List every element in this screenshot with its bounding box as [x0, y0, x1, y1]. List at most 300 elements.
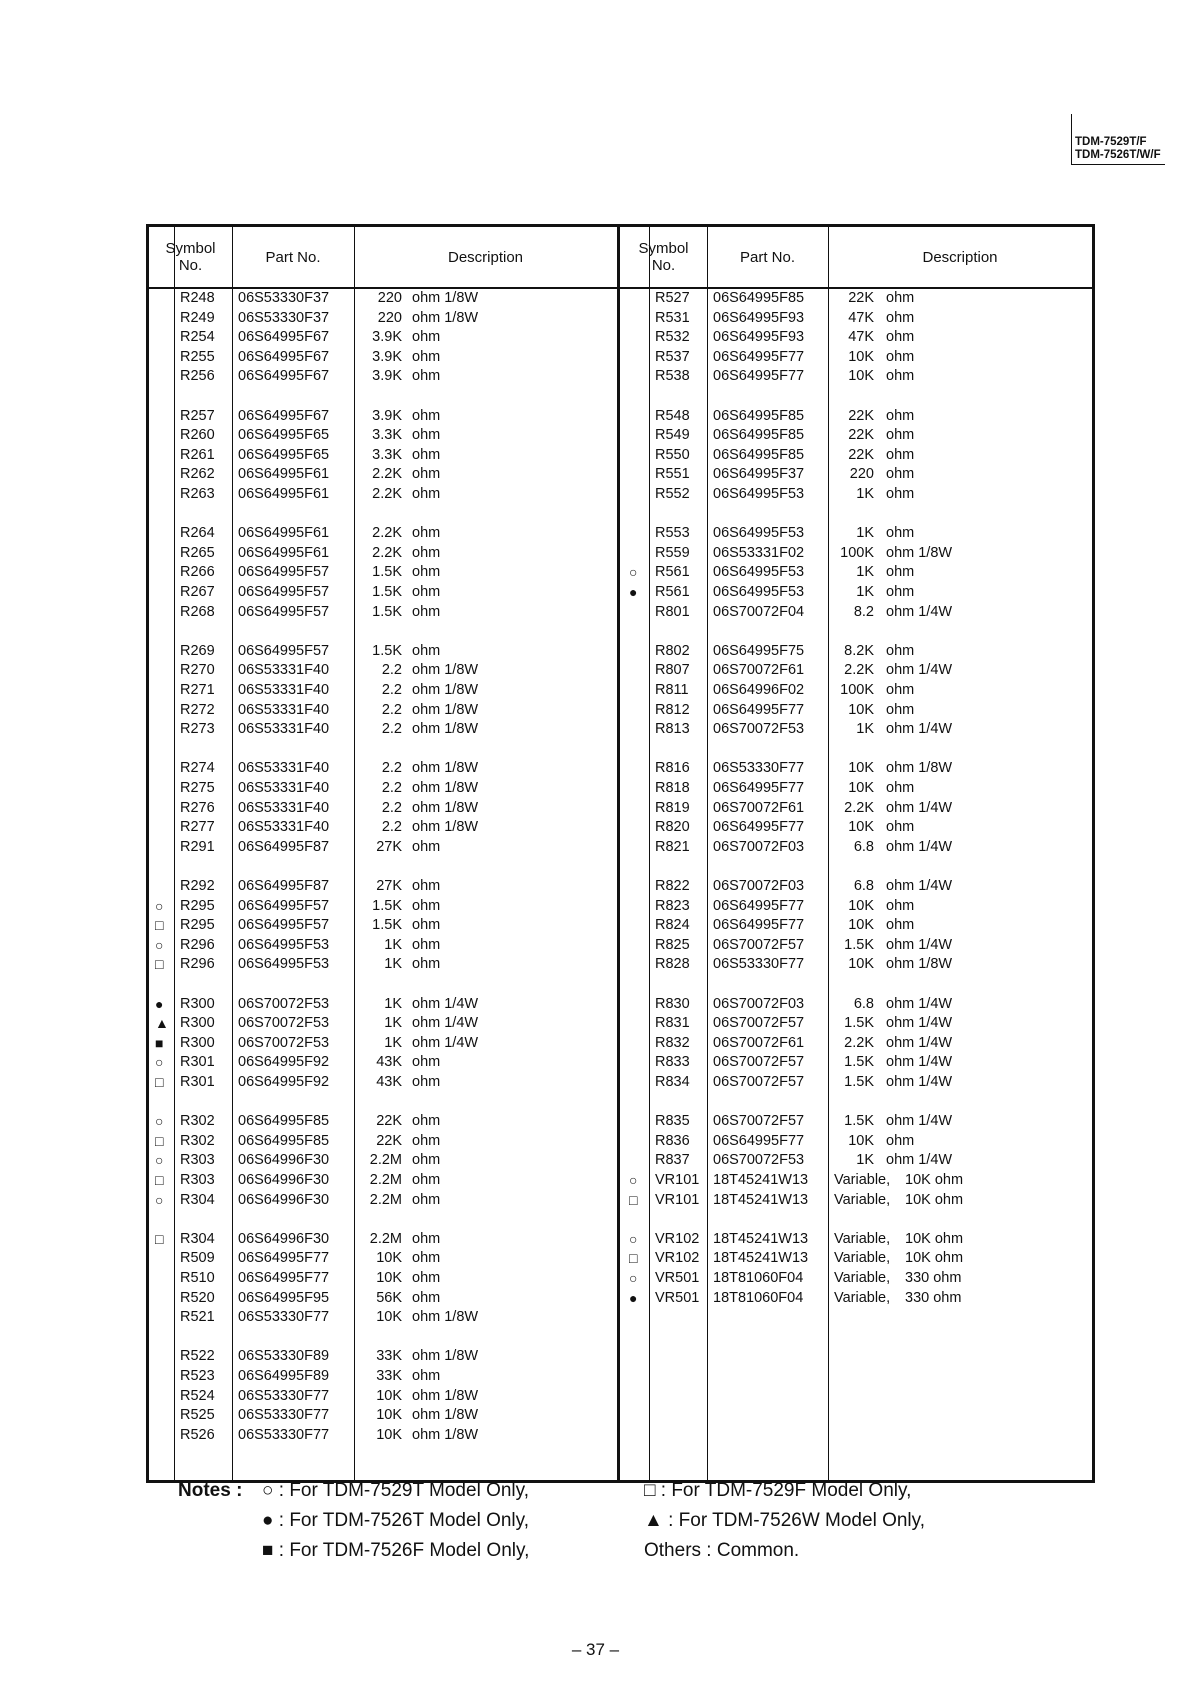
notes-label: Notes :: [178, 1480, 243, 1501]
symbol-no: R264: [180, 525, 215, 542]
symbol-no: R272: [180, 701, 215, 718]
description: ohm 1/8W: [412, 1348, 479, 1365]
description: ohm 1/4W: [886, 1113, 953, 1130]
part-no: 06S64996F30: [238, 1152, 330, 1169]
marker: ■: [155, 1034, 164, 1051]
symbol-no: R269: [180, 642, 215, 659]
table-row: [620, 661, 1092, 680]
value: 3.3K: [372, 427, 402, 444]
model-line-2: TDM-7526T/W/F: [1075, 149, 1161, 161]
table-row: [620, 1191, 1092, 1210]
part-no: 18T81060F04: [713, 1270, 804, 1286]
symbol-no: R819: [655, 799, 690, 816]
symbol-no: R300: [180, 1034, 215, 1051]
description: ohm: [412, 348, 441, 365]
table-row: [149, 897, 617, 916]
table-row: [620, 603, 1092, 622]
part-no: 06S53331F40: [238, 799, 330, 816]
description: ohm 1/8W: [412, 1387, 479, 1404]
part-no: 06S70072F03: [713, 878, 805, 894]
value: 10K: [848, 701, 874, 718]
table-row: [620, 701, 1092, 720]
value: 6.8: [853, 995, 874, 1012]
description: ohm: [886, 309, 915, 326]
symbol-no: R303: [180, 1152, 215, 1169]
table-row: [149, 701, 617, 720]
table-row: [149, 720, 617, 739]
marker: ○: [629, 1172, 638, 1188]
value: Variable,: [834, 1230, 891, 1247]
symbol-no: R510: [180, 1270, 215, 1286]
symbol-no: R262: [180, 466, 215, 483]
table-row: [149, 642, 617, 661]
table-row: [620, 1249, 1092, 1268]
symbol-no: R549: [655, 427, 690, 444]
symbol-no: VR101: [655, 1191, 700, 1208]
table-row: [620, 1289, 1092, 1308]
part-no: 06S64995F57: [238, 603, 330, 620]
marker: □: [155, 1172, 164, 1188]
value: 10K: [848, 368, 874, 385]
value: Variable,: [834, 1172, 891, 1188]
value: 56K: [376, 1289, 402, 1306]
marker: ○: [155, 1054, 164, 1071]
marker: □: [155, 956, 164, 973]
description: ohm: [886, 682, 915, 698]
description: ohm 1/4W: [886, 662, 953, 679]
symbol-no: R295: [180, 897, 215, 914]
value: 27K: [376, 878, 402, 894]
description: ohm: [412, 466, 441, 483]
symbol-no: R537: [655, 348, 690, 365]
symbol-no: R273: [180, 721, 215, 738]
note-item: ○ : For TDM-7529T Model Only,: [262, 1480, 530, 1501]
value: 6.8: [853, 878, 874, 894]
description: ohm 1/8W: [412, 1407, 479, 1424]
value: 10K: [376, 1426, 402, 1443]
symbol-no: R811: [655, 682, 689, 698]
table-row: [149, 661, 617, 680]
table-row: [620, 328, 1092, 347]
part-no: 06S64995F57: [238, 917, 330, 934]
note-item: Others : Common.: [644, 1540, 800, 1561]
description: ohm: [886, 819, 915, 836]
part-no: 06S53330F77: [238, 1426, 330, 1443]
note-item: □ : For TDM-7529F Model Only,: [644, 1480, 912, 1501]
table-header: [620, 227, 1092, 289]
symbol-no: R261: [180, 446, 215, 463]
value: 1K: [856, 584, 874, 600]
table-row: [149, 524, 617, 543]
part-no: 06S64995F77: [713, 780, 805, 796]
value: 2.2: [381, 721, 402, 738]
description: ohm 1/8W: [412, 682, 479, 698]
symbol-no: R561: [655, 584, 690, 600]
description: ohm: [412, 878, 441, 894]
part-no: 06S70072F53: [238, 1015, 330, 1032]
part-no: 06S64995F77: [238, 1270, 330, 1286]
part-no: 06S64995F87: [238, 878, 330, 894]
part-no: 06S64995F57: [238, 897, 330, 914]
value: 22K: [848, 427, 874, 444]
symbol-no: R816: [655, 760, 690, 777]
value: 1.5K: [844, 936, 874, 953]
description: ohm: [412, 1230, 441, 1247]
value: 1.5K: [372, 584, 402, 600]
table-row: [149, 1230, 617, 1249]
value: 43K: [376, 1074, 402, 1090]
part-no: 06S64996F30: [238, 1172, 330, 1188]
description: ohm 1/8W: [412, 760, 479, 777]
part-no: 06S70072F61: [713, 799, 805, 816]
table-row: [149, 1406, 617, 1425]
symbol-no: R274: [180, 760, 215, 777]
table-row: [620, 936, 1092, 955]
value: 1K: [384, 1034, 402, 1051]
value: 2.2K: [844, 662, 874, 679]
table-row: [149, 1151, 617, 1170]
table-row: [620, 1053, 1092, 1072]
description: ohm: [886, 642, 915, 659]
value: 1K: [384, 1015, 402, 1032]
symbol-header: Symbol No.: [638, 240, 689, 274]
description: ohm: [886, 584, 915, 600]
part-no: 06S64995F92: [238, 1054, 330, 1071]
table-row: [149, 1367, 617, 1386]
value: 2.2K: [372, 544, 402, 561]
value: 2.2: [381, 760, 402, 777]
table-row: [149, 563, 617, 582]
table-row: [149, 681, 617, 700]
description: ohm 1/8W: [412, 721, 479, 738]
symbol-no: R270: [180, 662, 215, 679]
description: ohm: [412, 407, 441, 424]
value: 3.9K: [372, 348, 402, 365]
part-no: 06S64995F53: [238, 956, 330, 973]
symbol-no: R271: [180, 682, 215, 698]
description: ohm: [412, 1113, 441, 1130]
part-no: 06S53331F40: [238, 819, 330, 836]
description: 10K ohm: [905, 1250, 964, 1267]
description: ohm: [412, 544, 441, 561]
table-row: [149, 818, 617, 837]
table-row: [620, 681, 1092, 700]
table-row: [149, 838, 617, 857]
value: 1K: [856, 564, 874, 581]
part-no: 06S70072F53: [238, 995, 330, 1012]
part-no: 06S64995F85: [713, 427, 805, 444]
table-row: [620, 1171, 1092, 1190]
part-no: 06S53330F77: [238, 1387, 330, 1404]
part-no: 06S64995F92: [238, 1074, 330, 1090]
symbol-no: R268: [180, 603, 215, 620]
part-no: 06S64995F65: [238, 446, 330, 463]
value: 2.2K: [844, 799, 874, 816]
value: 3.9K: [372, 329, 402, 346]
table-row: [149, 485, 617, 504]
value: 27K: [376, 838, 402, 855]
value: 1K: [384, 956, 402, 973]
description: ohm: [886, 1132, 915, 1149]
value: 47K: [848, 329, 874, 346]
description: ohm: [412, 936, 441, 953]
table-row: [149, 955, 617, 974]
table-row: [620, 1151, 1092, 1170]
symbol-no: R548: [655, 407, 690, 424]
description: ohm 1/4W: [886, 838, 953, 855]
part-no: 06S64995F75: [713, 642, 805, 659]
part-no: 06S64995F85: [713, 446, 805, 463]
part-no: 06S64995F65: [238, 427, 330, 444]
note-item: ● : For TDM-7526T Model Only,: [262, 1510, 530, 1531]
table-row: [149, 916, 617, 935]
part-no: 18T45241W13: [713, 1230, 809, 1247]
symbol-no: R532: [655, 329, 690, 346]
part-no: 06S64995F85: [713, 290, 805, 306]
table-row: [149, 309, 617, 328]
table-row: [149, 603, 617, 622]
value: 10K: [848, 1132, 874, 1149]
part-no: 06S64995F53: [713, 564, 805, 581]
table-row: [149, 328, 617, 347]
table-row: [620, 485, 1092, 504]
table-header: [149, 227, 617, 289]
value: 22K: [376, 1113, 402, 1130]
table-row: [149, 426, 617, 445]
part-no: 06S64996F30: [238, 1191, 330, 1208]
description: ohm: [412, 329, 441, 346]
value: 1K: [384, 995, 402, 1012]
symbol-no: R275: [180, 780, 215, 796]
value: 22K: [376, 1132, 402, 1149]
part-no: 06S64996F30: [238, 1230, 330, 1247]
part-no: 06S70072F57: [713, 1054, 805, 1071]
symbol-no: R257: [180, 407, 215, 424]
value: 1K: [856, 486, 874, 502]
symbol-no: R304: [180, 1230, 215, 1247]
value: 1K: [856, 1152, 874, 1169]
symbol-no: R820: [655, 819, 690, 836]
symbol-no: R828: [655, 956, 690, 973]
part-no: 18T81060F04: [713, 1289, 804, 1306]
description: ohm: [412, 838, 441, 855]
table-row: [149, 1053, 617, 1072]
value: 3.9K: [372, 407, 402, 424]
description: ohm: [886, 486, 915, 502]
value: 10K: [848, 956, 874, 973]
description: ohm 1/8W: [412, 1426, 479, 1443]
symbol-no: R553: [655, 525, 690, 542]
value: 1.5K: [844, 1054, 874, 1071]
model-header: [1071, 114, 1165, 165]
table-row: [620, 759, 1092, 778]
description: ohm 1/8W: [412, 309, 479, 326]
part-no: 06S53331F40: [238, 701, 330, 718]
table-row: [620, 1269, 1092, 1288]
description: ohm: [886, 780, 915, 796]
part-no: 06S64995F57: [238, 584, 330, 600]
note-item: ▲ : For TDM-7526W Model Only,: [644, 1510, 926, 1531]
part-no: 06S64996F02: [713, 682, 805, 698]
part-no: 06S64995F85: [713, 407, 805, 424]
table-row: [149, 1171, 617, 1190]
description: ohm: [886, 564, 915, 581]
value: 10K: [848, 780, 874, 796]
description: ohm 1/4W: [886, 995, 953, 1012]
description: ohm: [412, 1289, 441, 1306]
part-no: 06S64995F87: [238, 838, 330, 855]
part-no: 06S70072F53: [238, 1034, 330, 1051]
description: ohm: [412, 1132, 441, 1149]
table-row: [620, 309, 1092, 328]
symbol-no: VR501: [655, 1270, 700, 1286]
description: ohm 1/4W: [886, 721, 953, 738]
value: 33K: [376, 1368, 402, 1384]
table-row: [149, 995, 617, 1014]
description: 10K ohm: [905, 1191, 964, 1208]
part-no: 06S53331F02: [713, 544, 805, 561]
symbol-no: R834: [655, 1074, 690, 1090]
value: 8.2: [853, 603, 874, 620]
description: ohm 1/4W: [886, 603, 953, 620]
marker: ▲: [155, 1015, 169, 1032]
symbol-no: R523: [180, 1368, 215, 1384]
value: Variable,: [834, 1250, 891, 1267]
table-row: [149, 1289, 617, 1308]
value: 1K: [856, 721, 874, 738]
value: 33K: [376, 1348, 402, 1365]
description: 10K ohm: [905, 1172, 964, 1188]
value: 1K: [856, 525, 874, 542]
table-row: [620, 1073, 1092, 1092]
symbol-no: R821: [655, 838, 690, 855]
table-row: [149, 1191, 617, 1210]
table-row: [620, 583, 1092, 602]
value: 2.2: [381, 819, 402, 836]
table-row: [620, 426, 1092, 445]
table-row: [620, 720, 1092, 739]
table-row: [149, 1347, 617, 1366]
description: ohm: [412, 564, 441, 581]
parts-table-right: [617, 224, 1095, 1483]
part-no: 06S64995F77: [713, 1132, 805, 1149]
part-no: 06S64995F89: [238, 1368, 330, 1384]
table-row: [149, 1387, 617, 1406]
marker: □: [155, 1132, 164, 1149]
description: ohm: [412, 525, 441, 542]
symbol-no: R836: [655, 1132, 690, 1149]
description: ohm 1/8W: [412, 1309, 479, 1326]
symbol-no: R266: [180, 564, 215, 581]
table-row: [149, 348, 617, 367]
description: ohm 1/4W: [886, 1034, 953, 1051]
symbol-no: R296: [180, 936, 215, 953]
value: Variable,: [834, 1270, 891, 1286]
value: 1.5K: [844, 1074, 874, 1090]
symbol-no: R833: [655, 1054, 690, 1071]
description: ohm: [886, 917, 915, 934]
part-no: 06S70072F53: [713, 721, 805, 738]
part-no: 06S53331F40: [238, 662, 330, 679]
table-row: [620, 995, 1092, 1014]
marker: □: [155, 917, 164, 934]
description: ohm: [412, 603, 441, 620]
part-no: 06S64995F85: [238, 1113, 330, 1130]
value: 10K: [848, 819, 874, 836]
part-no: 06S64995F61: [238, 544, 330, 561]
part-no: 06S53331F40: [238, 780, 330, 796]
table-row: [149, 1034, 617, 1053]
marker: ○: [155, 936, 164, 953]
table-row: [149, 367, 617, 386]
marker: □: [155, 1230, 164, 1247]
table-row: [149, 1426, 617, 1445]
table-row: [620, 897, 1092, 916]
part-no: 06S64995F67: [238, 368, 330, 385]
symbol-no: VR501: [655, 1289, 700, 1306]
description: ohm: [412, 584, 441, 600]
description: ohm 1/8W: [886, 544, 953, 561]
marker: ○: [155, 1191, 164, 1208]
part-no: 06S64995F61: [238, 525, 330, 542]
value: 22K: [848, 290, 874, 306]
value: 10K: [376, 1387, 402, 1404]
value: 10K: [376, 1250, 402, 1267]
value: 220: [377, 290, 402, 306]
symbol-no: R265: [180, 544, 215, 561]
part-no: 06S64995F67: [238, 329, 330, 346]
table-row: [149, 1269, 617, 1288]
value: 2.2: [381, 682, 402, 698]
marker: ○: [155, 1113, 164, 1130]
symbol-no: R802: [655, 642, 690, 659]
marker: ○: [155, 897, 164, 914]
symbol-no: R509: [180, 1250, 215, 1267]
symbol-no: R248: [180, 290, 215, 306]
symbol-no: R520: [180, 1289, 215, 1306]
symbol-no: R295: [180, 917, 215, 934]
table-row: [620, 642, 1092, 661]
symbol-no: R304: [180, 1191, 215, 1208]
description: ohm 1/8W: [886, 956, 953, 973]
description: ohm: [412, 1270, 441, 1286]
table-row: [620, 348, 1092, 367]
description: ohm: [886, 368, 915, 385]
value: 8.2K: [844, 642, 874, 659]
description: ohm: [412, 956, 441, 973]
table-row: [149, 289, 617, 308]
part-no: 06S64995F53: [238, 936, 330, 953]
symbol-no: R291: [180, 838, 215, 855]
description: ohm: [412, 368, 441, 385]
symbol-no: R255: [180, 348, 215, 365]
part-no: 06S53330F77: [238, 1407, 330, 1424]
marker: ○: [155, 1152, 164, 1169]
part-no: 06S64995F67: [238, 348, 330, 365]
part-no: 06S53330F77: [713, 956, 805, 973]
table-row: [149, 779, 617, 798]
marker: ○: [629, 1270, 638, 1286]
table-row: [620, 446, 1092, 465]
part-no: 06S70072F61: [713, 662, 805, 679]
part-no: 06S70072F03: [713, 838, 805, 855]
table-row: [620, 955, 1092, 974]
description: 330 ohm: [905, 1270, 962, 1286]
table-row: [149, 1308, 617, 1327]
table-row: [620, 1112, 1092, 1131]
value: 2.2M: [369, 1172, 402, 1188]
description: ohm: [412, 642, 441, 659]
